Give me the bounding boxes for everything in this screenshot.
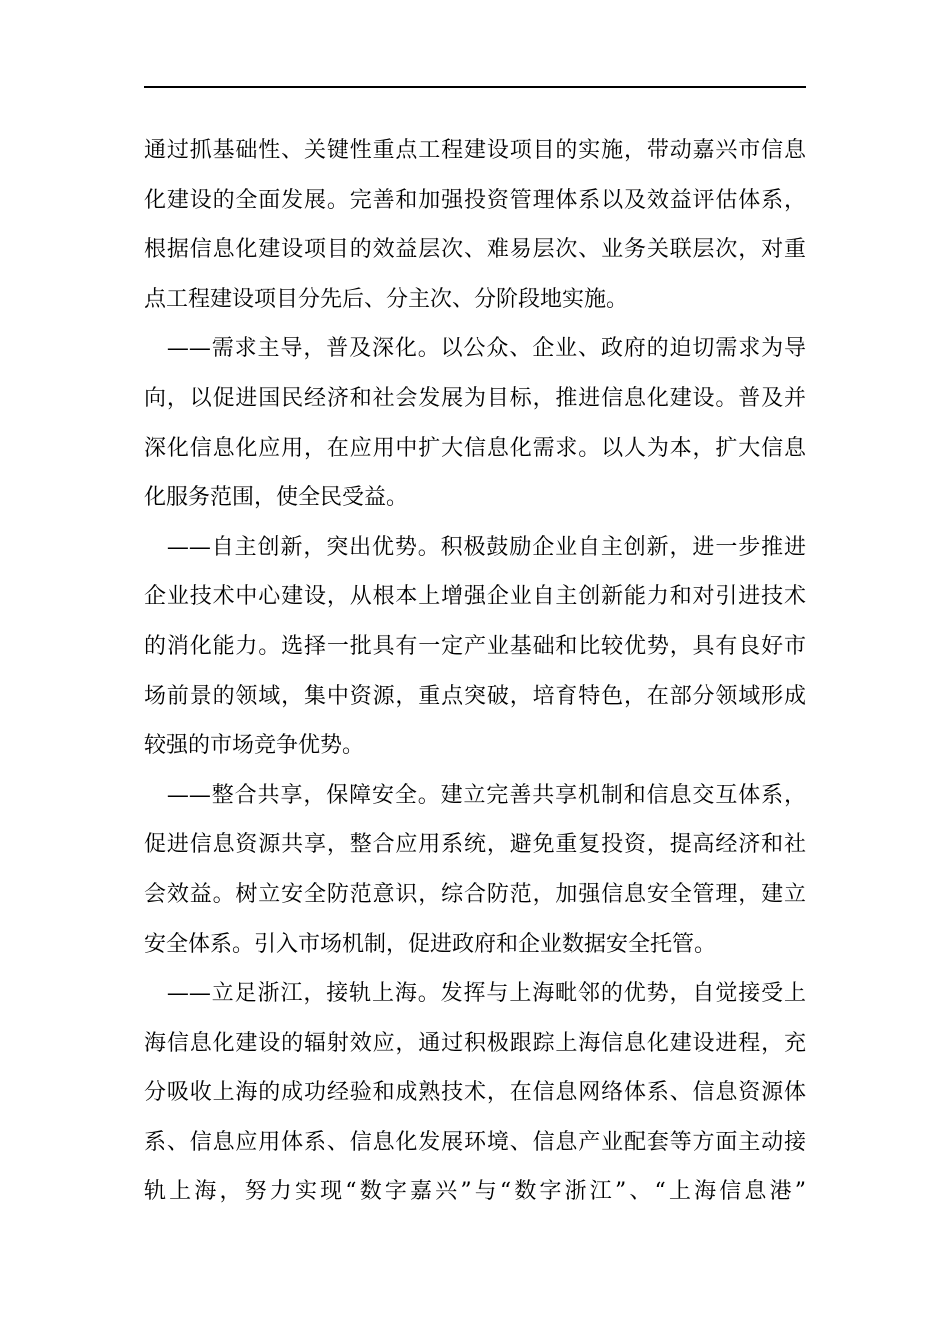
text-line: 场前景的领域，集中资源，重点突破，培育特色，在部分领域形成 [144,683,806,709]
text-line: 化建设的全面发展。完善和加强投资管理体系以及效益评估体系， [144,187,806,213]
text-line: ——自主创新，突出优势。积极鼓励企业自主创新，进一步推进 [144,534,806,560]
text-line: 深化信息化应用，在应用中扩大信息化需求。以人为本，扩大信息 [144,435,806,461]
text-line: 促进信息资源共享，整合应用系统，避免重复投资，提高经济和社 [144,832,806,858]
text-line: 向，以促进国民经济和社会发展为目标，推进信息化建设。普及并 [144,385,806,411]
text-line: 根据信息化建设项目的效益层次、难易层次、业务关联层次，对重 [144,237,806,263]
text-line: 化服务范围，使全民受益。 [144,485,409,511]
text-line: 点工程建设项目分先后、分主次、分阶段地实施。 [144,286,629,312]
text-line: 企业技术中心建设，从根本上增强企业自主创新能力和对引进技术 [144,584,806,610]
text-line: 会效益。树立安全防范意识，综合防范，加强信息安全管理，建立 [144,881,806,907]
text-line: ——整合共享，保障安全。建立完善共享机制和信息交互体系， [144,782,806,808]
text-line: ——立足浙江，接轨上海。发挥与上海毗邻的优势，自觉接受上 [144,981,806,1007]
body-text [144,126,806,1217]
text-line: 较强的市场竞争优势。 [144,733,365,759]
text-line: 分吸收上海的成功经验和成熟技术，在信息网络体系、信息资源体 [144,1080,806,1106]
text-line: 安全体系。引入市场机制，促进政府和企业数据安全托管。 [144,931,717,957]
text-line: 的消化能力。选择一批具有一定产业基础和比较优势，具有良好市 [144,633,806,659]
header-rule [144,86,806,88]
text-line: 通过抓基础性、关键性重点工程建设项目的实施，带动嘉兴市信息 [144,138,806,163]
text-line: ——需求主导，普及深化。以公众、企业、政府的迫切需求为导 [144,336,806,362]
text-line: 海信息化建设的辐射效应，通过积极跟踪上海信息化建设进程，充 [144,1030,806,1056]
text-line: 系、信息应用体系、信息化发展环境、信息产业配套等方面主动接 [144,1129,806,1155]
text-line: 轨上海，努力实现“数字嘉兴”与“数字浙江”、“上海信息港” [144,1179,806,1205]
